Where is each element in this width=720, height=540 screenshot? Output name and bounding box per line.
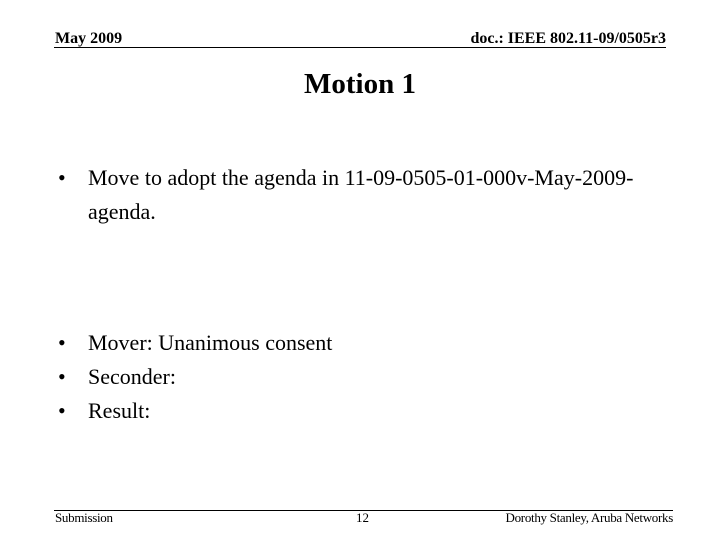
- bullet-text-motion: Move to adopt the agenda in 11-09-0505-01-000v-May-2009-agenda.: [88, 165, 634, 224]
- motion-bullet-list: [58, 161, 658, 229]
- header-divider: [54, 47, 666, 48]
- footer-page-number: 12: [356, 510, 369, 525]
- bullet-icon: •: [58, 364, 66, 389]
- vote-bullet-list: [58, 326, 658, 428]
- footer-submission: Submission: [55, 510, 113, 525]
- bullet-text-result: Result:: [88, 398, 151, 423]
- header-date: May 2009: [55, 30, 123, 47]
- bullet-text-seconder: Seconder:: [88, 364, 176, 389]
- bullet-icon: •: [58, 330, 66, 355]
- list-item: [58, 394, 658, 428]
- slide-title: Motion 1: [304, 68, 416, 100]
- list-item: [58, 326, 658, 360]
- footer-author: Dorothy Stanley, Aruba Networks: [505, 510, 673, 525]
- list-item: [58, 360, 658, 394]
- bullet-text-mover: Mover: Unanimous consent: [88, 330, 333, 355]
- bullet-icon: •: [58, 398, 66, 423]
- header-doc-id: doc.: IEEE 802.11-09/0505r3: [470, 30, 666, 47]
- bullet-icon: •: [58, 165, 66, 190]
- list-item: [58, 161, 658, 229]
